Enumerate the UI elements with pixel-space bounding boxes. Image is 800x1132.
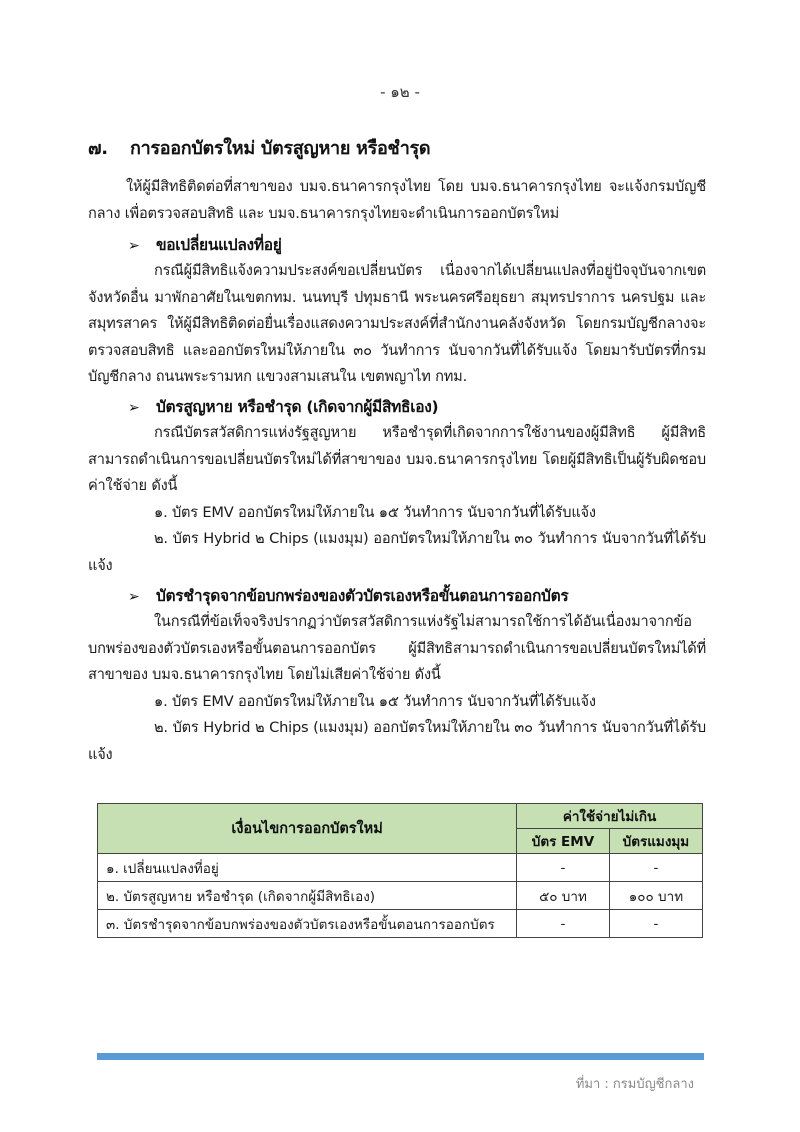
footer-divider-bar [97, 1053, 704, 1060]
subsection-paragraph: ในกรณีที่ข้อเท็จจริงปรากฏว่าบัตรสวัสดิการแห่งรัฐไม่สามารถใช้การได้อันเนื่องมาจากข้อบกพร่องของตัวบัตรเองหรือขั้นตอนการออกบัตร ผู้มีสิทธิสามารถดำเนินการขอเปลี่ยนบัตรใหม่ได้ที่สาขาของ บมจ.ธนาคารกรุงไทย โดยไม่เสียค่าใช้จ่าย ดังนี้ [88, 613, 706, 683]
subsection-body-address-change [88, 258, 706, 391]
table-row [98, 882, 703, 910]
spider-cost-cell: - [609, 854, 702, 882]
section-number: ๗. [88, 138, 108, 159]
emv-cost-cell: - [517, 910, 610, 938]
intro-paragraph: ให้ผู้มีสิทธิติดต่อที่สาขาของ บมจ.ธนาคารกรุงไทย โดย บมจ.ธนาคารกรุงไทย จะแจ้งกรมบัญชีกลาง เพื่อตรวจสอบสิทธิ และ บมจ.ธนาคารกรุงไทยจะดำเนินการออกบัตรใหม่ [88, 178, 706, 222]
subsection-body-lost-damaged [88, 420, 706, 579]
section-title-text: การออกบัตรใหม่ บัตรสูญหาย หรือชำรุด [130, 138, 431, 159]
subsection-heading-text: บัตรสูญหาย หรือชำรุด (เกิดจากผู้มีสิทธิเอง) [156, 398, 439, 416]
list-item: ๒. บัตร Hybrid ๒ Chips (แมงมุม) ออกบัตรใหม่ให้ภายใน ๓๐ วันทำการ นับจากวันที่ได้รับแจ้ง [88, 719, 706, 763]
emv-cost-cell: ๕๐ บาท [517, 882, 610, 910]
column-header-spider: บัตรแมงมุม [609, 829, 702, 854]
subsection-paragraph: กรณีบัตรสวัสดิการแห่งรัฐสูญหาย หรือชำรุดที่เกิดจากการใช้งานของผู้มีสิทธิ ผู้มีสิทธิสามารถดำเนินการขอเปลี่ยนบัตรใหม่ได้ที่สาขาของ บมจ.ธนาคารกรุงไทย โดยผู้มีสิทธิเป็นผู้รับผิดชอบค่าใช้จ่าย ดังนี้ [88, 424, 706, 494]
spider-cost-cell: - [609, 910, 702, 938]
subsection-paragraph: กรณีผู้มีสิทธิแจ้งความประสงค์ขอเปลี่ยนบัตร เนื่องจากได้เปลี่ยนแปลงที่อยู่ปัจจุบันจากเขตจังหวัดอื่น มาพักอาศัยในเขตกทม. นนทบุรี ปทุมธานี พระนครศรีอยุธยา สมุทรปราการ นครปฐม และสมุทรสาคร ให้ผู้มีสิทธิติดต่อยื่นเรื่องแสดงความประสงค์ที่สำนักงานคลังจังหวัด โดยกรมบัญชีกลางจะตรวจสอบสิทธิ และออกบัตรใหม่ให้ภายใน ๓๐ วันทำการ นับจากวันที่ได้รับแจ้ง โดยมารับบัตรที่กรมบัญชีกลาง ถนนพระรามหก แขวงสามเสนใน เขตพญาไท กทม. [88, 262, 706, 385]
source-credit: ที่มา : กรมบัญชีกลาง [575, 1077, 694, 1092]
table-row [98, 854, 703, 882]
column-header-emv: บัตร EMV [517, 829, 610, 854]
subsection-heading-address-change [128, 232, 282, 257]
subsection-heading-text: บัตรชำรุดจากข้อบกพร่องของตัวบัตรเองหรือขั้นตอนการออกบัตร [156, 587, 569, 605]
list-item: ๑. บัตร EMV ออกบัตรใหม่ให้ภายใน ๑๕ วันทำการ นับจากวันที่ได้รับแจ้ง [154, 503, 596, 521]
arrow-bullet-icon: ➢ [128, 589, 140, 605]
subsection-heading-defective-card [128, 583, 568, 608]
condition-cell: ๓. บัตรชำรุดจากข้อบกพร่องของตัวบัตรเองหรือขั้นตอนการออกบัตร [98, 910, 517, 938]
subsection-body-defective-card [88, 609, 706, 768]
spider-cost-cell: ๑๐๐ บาท [609, 882, 702, 910]
subsection-heading-lost-damaged [128, 394, 438, 419]
list-item: ๑. บัตร EMV ออกบัตรใหม่ให้ภายใน ๑๕ วันทำการ นับจากวันที่ได้รับแจ้ง [154, 692, 596, 710]
condition-cell: ๑. เปลี่ยนแปลงที่อยู่ [98, 854, 517, 882]
fees-table [97, 803, 703, 938]
condition-header: เงื่อนไขการออกบัตรใหม่ [98, 804, 517, 854]
cost-header: ค่าใช้จ่ายไม่เกิน [517, 804, 703, 829]
list-item: ๒. บัตร Hybrid ๒ Chips (แมงมุม) ออกบัตรใหม่ให้ภายใน ๓๐ วันทำการ นับจากวันที่ได้รับแจ้ง [88, 530, 706, 574]
subsection-heading-text: ขอเปลี่ยนแปลงที่อยู่ [156, 236, 282, 254]
section-intro [88, 174, 706, 227]
arrow-bullet-icon: ➢ [128, 238, 140, 254]
condition-cell: ๒. บัตรสูญหาย หรือชำรุด (เกิดจากผู้มีสิทธิเอง) [98, 882, 517, 910]
table-row [98, 910, 703, 938]
section-title [88, 133, 430, 162]
page-number: - ๑๒ - [380, 83, 420, 101]
emv-cost-cell: - [517, 854, 610, 882]
arrow-bullet-icon: ➢ [128, 400, 140, 416]
